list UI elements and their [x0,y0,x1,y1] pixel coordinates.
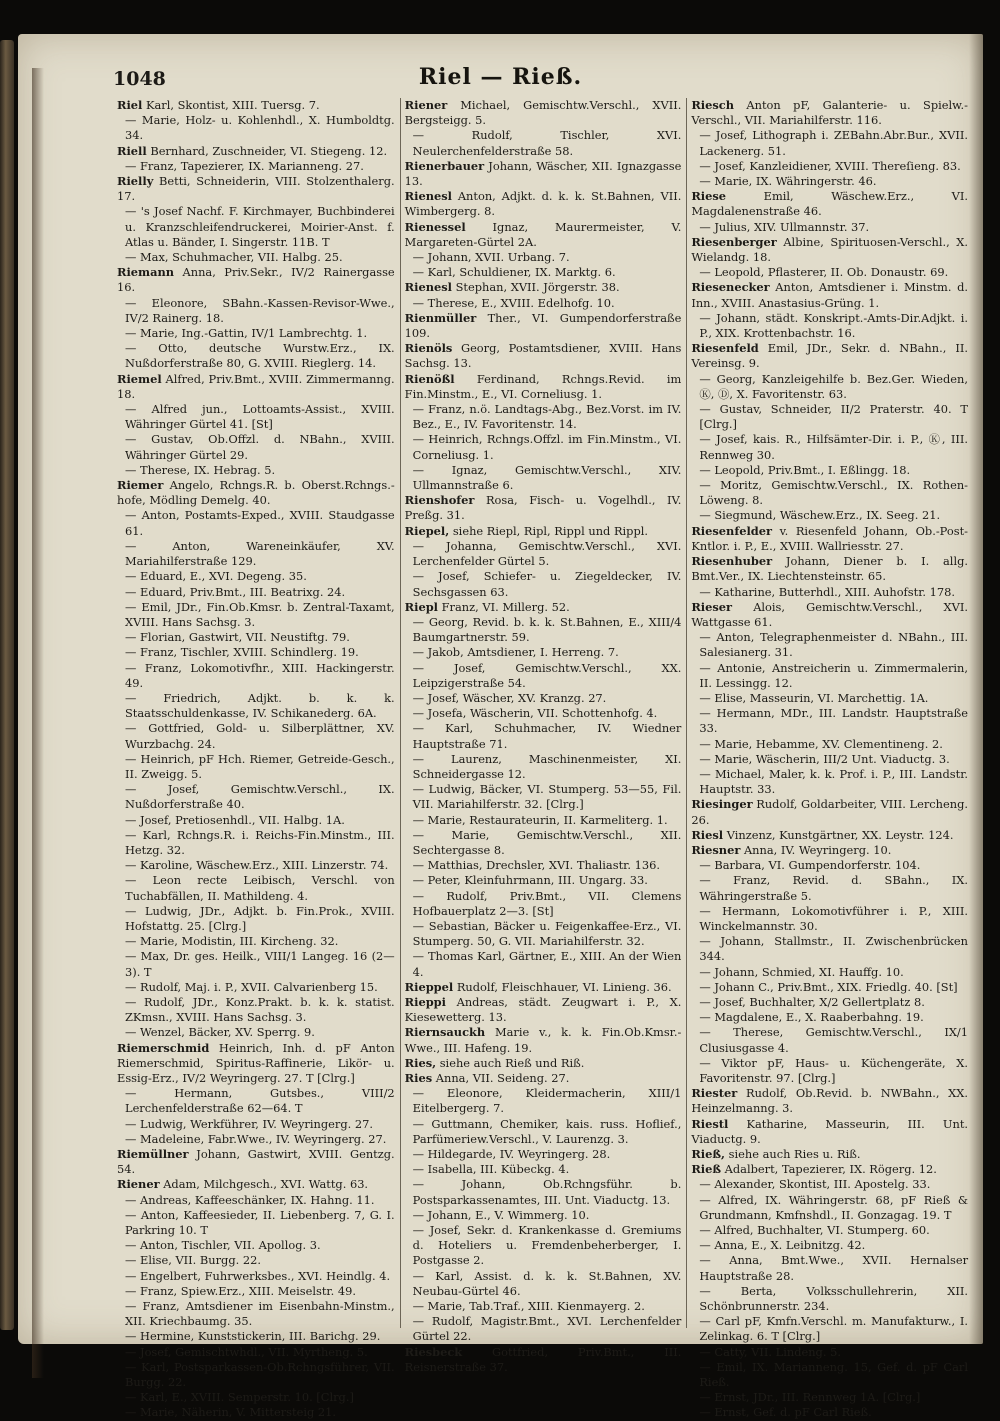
directory-entry: — Josef, Sekr. d. Krankenkasse d. Gremiums d. Hoteliers u. Fremdenbeherberger, I. Postgasse 2. [412,1223,682,1268]
surname: Riemer [117,478,164,493]
surname: Rieß [691,1162,722,1177]
directory-entry: — Johann, XVII. Urbang. 7. [412,250,570,265]
directory-entry: — Johann, Schmied, XI. Hauffg. 10. [699,964,904,979]
directory-entry: — Hermann, Gutsbes., VIII/2 Lerchenfelderstraße 62—64. T [125,1086,395,1116]
directory-entry: — Madeleine, Fabr.Wwe., IV. Weyringerg. 27. [125,1131,387,1146]
directory-entry: Riese Emil, Wäschew.Erz., VI. Magdalenenstraße 46. [691,189,969,219]
page-gutter-shadow [32,68,44,1378]
directory-entry: — Johann, E., V. Wimmerg. 10. [412,1207,590,1222]
book-edge [0,40,14,1330]
directory-entry: — Marie, Hebamme, XV. Clementineng. 2. [699,736,943,751]
directory-entry: — Josef, Gemischtwhdl., VII. Myrtheng. 5. [125,1344,368,1359]
surname: Riener [404,98,448,112]
directory-entry: — Rudolf, Magistr.Bmt., XVI. Lerchenfelder Gürtel 22. [412,1314,682,1344]
directory-entry: — Peter, Kleinfuhrmann, III. Ungarg. 33. [412,873,648,888]
directory-entry: — Franz, Spiew.Erz., XIII. Meiselstr. 49. [125,1283,356,1298]
directory-entry: — Laurenz, Maschinenmeister, XI. Schneidergasse 12. [412,751,682,781]
directory-entry: Rienesl Anton, Adjkt. d. k. k. St.Bahnen, VII. Wimbergerg. 8. [404,189,682,219]
directory-entry: — Siegmund, Wäschew.Erz., IX. Seeg. 21. [699,508,941,523]
directory-entry: — Alfred jun., Lottoamts-Assist., XVIII. Währinger Gürtel 41. [St] [125,402,395,432]
surname: Rienößl [404,371,455,386]
surname: Rienmüller [404,310,477,325]
directory-entry: — Anton, Kaffeesieder, II. Liebenberg. 7, G. I. Parkring 10. T [125,1207,395,1238]
column-2 [400,98,687,1374]
surname: Rienesl [404,189,452,204]
directory-entry: — Anna, Bmt.Wwe., XVII. Hernalser Hauptstraße 28. [699,1253,969,1283]
surname: Rieß, [691,1147,726,1162]
surname: Riepel, [404,523,450,538]
directory-entry: — Franz, Amtsdiener im Eisenbahn-Minstm., XII. Kriechbaumg. 35. [125,1299,395,1329]
surname: Riesch [691,98,735,112]
directory-page [18,34,983,1420]
directory-entry: — Eduard, Priv.Bmt., III. Beatrixg. 24. [125,584,346,599]
directory-entry: — Anna, E., X. Leibnitzg. 42. [699,1238,866,1253]
directory-entry: Riemel Alfred, Priv.Bmt., XVIII. Zimmermanng. 18. [117,371,395,401]
directory-columns [113,98,973,1420]
directory-entry: Riepl Franz, VI. Millerg. 52. [404,599,570,614]
directory-entry: — Hermann, MDr., III. Landstr. Hauptstraße 33. [699,706,969,736]
surname: Riesenberger [691,234,777,249]
directory-entry: — Marie, IX. Währingerstr. 46. [699,174,877,189]
directory-entry: Riener Michael, Gemischtw.Verschl., XVII. Bergsteigg. 5. [404,98,682,128]
directory-entry: — Friedrich, Adjkt. b. k. k. Staatsschuldenkasse, IV. Schikanederg. 6A. [125,690,395,721]
directory-entry: Riemerschmid Heinrich, Inh. d. pF Anton Riemerschmid, Spiritus-Raffinerie, Likör- u. Essig-Erz., IV/2 Weyringerg. 27. T [Clrg.] [117,1040,395,1085]
directory-entry: — Franz, Tischler, XVIII. Schindlerg. 19. [125,645,359,660]
directory-entry: — Catty, VII. Lindeng. 5. [699,1344,841,1359]
directory-entry: — Josef, Wäscher, XV. Kranzg. 27. [412,690,607,705]
surname: Riepl [404,599,439,614]
directory-entry: Rieß Adalbert, Tapezierer, IX. Rögerg. 12. [691,1162,937,1177]
directory-entry: — Karl, E., XVIII. Semperstr. 10. [Clrg.] [125,1390,354,1405]
directory-entry: — Rudolf, JDr., Konz.Prakt. b. k. k. statist. ZKmsn., XVIII. Hans Sachsg. 3. [125,994,395,1025]
directory-entry: — Isabella, III. Kübeckg. 4. [412,1162,570,1177]
surname: Riesbeck [404,1344,463,1359]
running-head: Riel — Rieß. [418,64,583,90]
directory-entry: — Anton, Postamts-Exped., XVIII. Staudgasse 61. [125,508,395,538]
directory-entry: — Therese, Gemischtw.Verschl., IX/1 Clusiusgasse 4. [699,1025,969,1055]
directory-entry: — Elise, Masseurin, VI. Marchettig. 1A. [699,690,929,705]
directory-entry: — Ludwig, Bäcker, VI. Stumperg. 53—55, Fil. VII. Mariahilferstr. 32. [Clrg.] [412,782,682,812]
directory-entry: — Josef, Schiefer- u. Ziegeldecker, IV. Sechsgassen 63. [412,569,682,599]
directory-entry: Riesch Anton pF, Galanterie- u. Spielw.-Verschl., VII. Mariahilferstr. 116. [691,98,969,128]
directory-entry: — Johann, Stallmstr., II. Zwischenbrücken 344. [699,934,969,964]
directory-entry: — Johann, Ob.Rchngsführ. b. Postsparkassenamtes, III. Unt. Viaductg. 13. [412,1177,682,1207]
directory-entry: Ries, siehe auch Rieß und Riß. [404,1055,585,1070]
directory-entry: Riener Adam, Milchgesch., XVI. Wattg. 63. [117,1177,369,1192]
directory-entry: — Alexander, Skontist, III. Apostelg. 33. [699,1177,931,1192]
directory-entry: — Gustav, Schneider, II/2 Praterstr. 40. T [Clrg.] [699,402,969,432]
directory-entry: Rieß, siehe auch Ries u. Riß. [691,1147,861,1162]
directory-entry: — Moritz, Gemischtw.Verschl., IX. Rothen-Löweng. 8. [699,478,969,508]
directory-entry: — Otto, deutsche Wurstw.Erz., IX. Nußdorferstraße 80, G. XVIII. Rieglerg. 14. [125,341,395,371]
surname: Ries, [404,1055,437,1070]
directory-entry: Riestl Katharine, Masseurin, III. Unt. Viaductg. 9. [691,1116,969,1146]
directory-entry: Riesbeck Gottfried, Priv.Bmt., III. Reisnerstraße 37. [404,1344,682,1374]
directory-entry: — Heinrich, pF Hch. Riemer, Getreide-Gesch., II. Zweigg. 5. [125,751,395,781]
directory-entry: — Emil, IX. Marianneng. 15, Gef. d. pF Carl Rieß. [699,1359,969,1390]
directory-entry: — Julius, XIV. Ullmannstr. 37. [699,219,870,234]
directory-entry: — Josef, Pretiosenhdl., VII. Halbg. 1A. [125,812,345,827]
directory-entry: — Marie, Gemischtw.Verschl., XII. Sechtergasse 8. [412,827,682,857]
directory-entry: — Anton, Tischler, VII. Apollog. 3. [125,1238,321,1253]
directory-entry: — Karl, Schuldiener, IX. Marktg. 6. [412,265,616,280]
directory-entry: — Therese, E., XVIII. Edelhofg. 10. [412,295,615,310]
directory-entry: — Sebastian, Bäcker u. Feigenkaffee-Erz., VI. Stumperg. 50, G. VII. Mariahilferstr. 32. [412,918,682,949]
directory-entry: — Alfred, IX. Währingerstr. 68, pF Rieß & Grundmann, Kmfnshdl., II. Gonzagag. 19. T [699,1192,969,1222]
directory-entry: — Eleonore, SBahn.-Kassen-Revisor-Wwe., IV/2 Rainerg. 18. [125,295,395,325]
directory-entry: — Emil, JDr., Fin.Ob.Kmsr. b. Zentral-Taxamt, XVIII. Hans Sachsg. 3. [125,599,395,629]
directory-entry: Riell Bernhard, Zuschneider, VI. Stiegeng. 12. [117,143,388,158]
column-3 [686,98,973,1420]
directory-entry: — Florian, Gastwirt, VII. Neustiftg. 79. [125,630,350,645]
surname: Rienesl [404,280,452,295]
directory-entry: — Rudolf, Priv.Bmt., VII. Clemens Hofbauerplatz 2—3. [St] [412,888,682,918]
directory-entry: — Anton, Wareneinkäufer, XV. Mariahilferstraße 129. [125,538,395,569]
directory-entry: Riel Karl, Skontist, XIII. Tuersg. 7. [117,98,320,112]
directory-entry: — Michael, Maler, k. k. Prof. i. P., III. Landstr. Hauptstr. 33. [699,766,969,797]
directory-entry: — Franz, Revid. d. SBahn., IX. Währingerstraße 5. [699,873,969,903]
directory-entry: — Josef, Buchhalter, X/2 Gellertplatz 8. [699,994,925,1009]
surname: Riernsauckh [404,1025,486,1040]
directory-entry: — Gustav, Ob.Offzl. d. NBahn., XVIII. Währinger Gürtel 29. [125,432,395,462]
directory-entry: — Engelbert, Fuhrwerksbes., XVI. Heindlg. 4. [125,1268,391,1283]
directory-entry: — Guttmann, Chemiker, kais. russ. Hoflief., Parfümeriew.Verschl., V. Laurenzg. 3. [412,1116,682,1146]
surname: Riesenfelder [691,523,773,538]
directory-entry: Riesenberger Albine, Spirituosen-Verschl., X. Wielandg. 18. [691,234,969,265]
directory-entry: Riesl Vinzenz, Kunstgärtner, XX. Leystr. 124. [691,827,954,842]
directory-entry: — Karl, Rchngs.R. i. Reichs-Fin.Minstm., III. Hetzg. 32. [125,827,395,857]
surname: Riel [117,98,143,112]
directory-entry: — Josef, kais. R., Hilfsämter-Dir. i. P., Ⓚ, III. Rennweg 30. [699,432,969,462]
directory-entry: — Matthias, Drechsler, XVI. Thaliastr. 136. [412,858,660,873]
directory-entry: — Berta, Volksschullehrerin, XII. Schönbrunnerstr. 234. [699,1283,969,1314]
directory-entry: — Max, Schuhmacher, VII. Halbg. 25. [125,250,343,265]
directory-entry: — Marie, Ing.-Gattin, IV/1 Lambrechtg. 1. [125,326,368,341]
page-number: 1048 [113,68,166,90]
directory-entry: — Marie, Tab.Traf., XIII. Kienmayerg. 2. [412,1299,645,1314]
directory-entry: — Anton, Telegraphenmeister d. NBahn., III. Salesianerg. 31. [699,630,969,660]
directory-entry: — Johann C., Priv.Bmt., XIX. Friedlg. 40. [St] [699,979,958,994]
directory-entry: — Gottfried, Gold- u. Silberplättner, XV. Wurzbachg. 24. [125,721,395,751]
directory-entry: — Marie, Näherin, V. Mittersteig 21. [125,1405,336,1420]
directory-entry: — Georg, Revid. b. k. k. St.Bahnen, E., XIII/4 Baumgartnerstr. 59. [412,614,682,645]
surname: Riesl [691,827,724,842]
directory-entry: — Ignaz, Gemischtw.Verschl., XIV. Ullmannstraße 6. [412,462,682,493]
directory-entry: — Leopold, Priv.Bmt., I. Eßlingg. 18. [699,462,911,477]
directory-entry: — Jakob, Amtsdiener, I. Herreng. 7. [412,645,619,660]
surname: Ries [404,1071,433,1085]
surname: Rienöls [404,341,453,356]
surname: Riemel [117,371,162,386]
directory-entry: — Franz, Tapezierer, IX. Marianneng. 27. [125,158,364,173]
surname: Rienessel [404,219,466,234]
directory-entry: — Marie, Wäscherin, III/2 Unt. Viaductg. 3. [699,751,950,766]
directory-entry: — Rudolf, Tischler, XVI. Neulerchenfelderstraße 58. [412,128,682,158]
directory-entry: Rielly Betti, Schneiderin, VIII. Stolzenthalerg. 17. [117,174,395,204]
directory-entry: Riemann Anna, Priv.Sekr., IV/2 Rainergasse 16. [117,265,395,295]
directory-entry: — Marie, Holz- u. Kohlenhdl., X. Humboldtg. 34. [125,113,395,143]
directory-entry: — Johann, städt. Konskript.-Amts-Dir.Adjkt. i. P., XIX. Krottenbachstr. 16. [699,310,969,341]
directory-entry: Riesner Anna, IV. Weyringerg. 10. [691,842,892,857]
directory-entry: — Viktor pF, Haus- u. Küchengeräte, X. Favoritenstr. 97. [Clrg.] [699,1055,969,1085]
directory-entry: Rienessel Ignaz, Maurermeister, V. Margareten-Gürtel 2A. [404,219,682,249]
directory-entry: — Rudolf, Maj. i. P., XVII. Calvarienberg 15. [125,979,378,994]
directory-entry: — Carl pF, Kmfn.Verschl. m. Manufakturw., I. Zelinkag. 6. T [Clrg.] [699,1314,969,1344]
directory-entry: Riesenecker Anton, Amtsdiener i. Minstm. d. Inn., XVIII. Anastasius-Grüng. 1. [691,280,969,310]
surname: Riener [117,1177,160,1192]
directory-entry: — Franz, n.ö. Landtags-Abg., Bez.Vorst. im IV. Bez., E., IV. Favoritenstr. 14. [412,402,682,432]
surname: Riesenhuber [691,554,773,569]
surname: Riemann [117,265,175,280]
surname: Rieppi [404,994,446,1009]
directory-entry: Rienerbauer Johann, Wäscher, XII. Ignazgasse 13. [404,158,682,189]
directory-entry: Riesenhuber Johann, Diener b. I. allg. Bmt.Ver., IX. Liechtensteinstr. 65. [691,554,969,584]
directory-entry: — Hildegarde, IV. Weyringerg. 28. [412,1147,611,1162]
directory-entry: — Leopold, Pflasterer, II. Ob. Donaustr. 69. [699,265,949,280]
directory-entry: Rieser Alois, Gemischtw.Verschl., XVI. Wattgasse 61. [691,599,969,629]
surname: Rienerbauer [404,158,485,173]
directory-entry: Riemer Angelo, Rchngs.R. b. Oberst.Rchngs.-hofe, Mödling Demelg. 40. [117,478,395,508]
directory-entry: — Max, Dr. ges. Heilk., VIII/1 Langeg. 16 (2—3). T [125,949,395,979]
directory-entry: — Ernst, JDr., III. Rennweg 1A. [Clrg.] [699,1390,921,1405]
surname: Rieser [691,599,733,614]
directory-entry: — Ernst, Gef. d. pF Carl Rieß. [699,1405,872,1420]
directory-entry: — Therese, IX. Hebrag. 5. [125,462,276,477]
directory-entry: — Karoline, Wäschew.Erz., XIII. Linzerstr. 74. [125,858,389,873]
directory-entry: — Magdalene, E., X. Raaberbahng. 19. [699,1010,924,1025]
directory-entry: — Georg, Kanzleigehilfe b. Bez.Ger. Wieden, Ⓚ, Ⓓ, X. Favoritenstr. 63. [699,371,969,401]
directory-entry: Riester Rudolf, Ob.Revid. b. NWBahn., XX. Heinzelmanng. 3. [691,1086,969,1116]
directory-entry: — Heinrich, Rchngs.Offzl. im Fin.Minstm., VI. Corneliusg. 1. [412,432,682,462]
directory-entry: — Josef, Gemischtw.Verschl., XX. Leipzigerstraße 54. [412,660,682,690]
directory-entry: — Barbara, VI. Gumpendorferstr. 104. [699,858,921,873]
surname: Riesenfeld [691,341,759,356]
surname: Riemüllner [117,1147,189,1162]
directory-entry: — Hermine, Kunststickerin, III. Barichg. 29. [125,1329,381,1344]
surname: Riesinger [691,797,753,812]
directory-entry: — Karl, Assist. d. k. k. St.Bahnen, XV. Neubau-Gürtel 46. [412,1268,682,1298]
directory-entry: — Elise, VII. Burgg. 22. [125,1253,261,1268]
directory-entry: — Ludwig, JDr., Adjkt. b. Fin.Prok., XVIII. Hofstattg. 25. [Clrg.] [125,903,395,933]
directory-entry: Rienößl Ferdinand, Rchngs.Revid. im Fin.Minstm., E., VI. Corneliusg. 1. [404,371,682,401]
directory-entry: Riesinger Rudolf, Goldarbeiter, VIII. Lercheng. 26. [691,797,969,827]
surname: Rieppel [404,979,454,994]
directory-entry: Rienesl Stephan, XVII. Jörgerstr. 38. [404,280,620,295]
directory-entry: Riernsauckh Marie v., k. k. Fin.Ob.Kmsr.-Wwe., III. Hafeng. 19. [404,1025,682,1055]
directory-entry: — Marie, Modistin, III. Kircheng. 32. [125,934,339,949]
surname: Riesenecker [691,280,770,295]
directory-entry: — Josef, Gemischtw.Verschl., IX. Nußdorferstraße 40. [125,782,395,812]
directory-entry: Rienöls Georg, Postamtsdiener, XVIII. Hans Sachsg. 13. [404,341,682,371]
directory-entry: Riemüllner Johann, Gastwirt, XVIII. Gentzg. 54. [117,1147,395,1177]
directory-entry: — Alfred, Buchhalter, VI. Stumperg. 60. [699,1223,930,1238]
column-1 [113,98,400,1420]
surname: Riemerschmid [117,1040,210,1055]
directory-entry: — Hermann, Lokomotivführer i. P., XIII. Winckelmannstr. 30. [699,903,969,933]
directory-entry: — Johanna, Gemischtw.Verschl., XVI. Lerchenfelder Gürtel 5. [412,538,682,569]
directory-entry: Riesenfeld Emil, JDr., Sekr. d. NBahn., II. Vereinsg. 9. [691,341,969,371]
directory-entry: Rieppi Andreas, städt. Zeugwart i. P., X. Kiesewetterg. 13. [404,994,682,1025]
directory-entry: — Wenzel, Bäcker, XV. Sperrg. 9. [125,1025,315,1040]
directory-entry: — Eduard, E., XVI. Degeng. 35. [125,569,307,584]
directory-entry: — Josef, Lithograph i. ZEBahn.Abr.Bur., XVII. Lackenerg. 51. [699,128,969,158]
directory-entry: — Eleonore, Kleidermacherin, XIII/1 Eitelbergerg. 7. [412,1086,682,1116]
directory-entry: Rienshofer Rosa, Fisch- u. Vogelhdl., IV. Preßg. 31. [404,493,682,523]
directory-entry: — Andreas, Kaffeeschänker, IX. Hahng. 11. [125,1192,375,1207]
directory-entry: Rieppel Rudolf, Fleischhauer, VI. Linieng. 36. [404,979,672,994]
surname: Riesner [691,842,741,857]
directory-entry: — Marie, Restaurateurin, II. Karmeliterg. 1. [412,812,668,827]
directory-entry: — Karl, Schuhmacher, IV. Wiedner Hauptstraße 71. [412,721,682,751]
directory-entry: Riepel, siehe Riepl, Ripl, Rippl und Rippl. [404,523,649,538]
directory-entry: — 's Josef Nachf. F. Kirchmayer, Buchbinderei u. Kranzschleifendruckerei, Moirier-Anst. f. Atlas u. Bänder, I. Singerstr. 11B. T [125,204,395,249]
directory-entry: Ries Anna, VII. Seideng. 27. [404,1071,570,1085]
directory-entry: — Leon recte Leibisch, Verschl. von Tuchabfällen, II. Mathildeng. 4. [125,873,395,903]
directory-entry: — Josefa, Wäscherin, VII. Schottenhofg. 4. [412,706,658,721]
surname: Rienshofer [404,493,475,508]
directory-entry: Rienmüller Ther., VI. Gumpendorferstraße 109. [404,310,682,341]
directory-entry: — Josef, Kanzleidiener, XVIII. Thereſieng. 83. [699,158,961,173]
directory-entry: — Katharine, Butterhdl., XIII. Auhofstr. 178. [699,584,955,599]
directory-entry: Riesenfelder v. Riesenfeld Johann, Ob.-Post-Kntlor. i. P., E., XVIII. Wallriesstr. 27. [691,523,969,553]
surname: Riese [691,189,727,204]
directory-entry: — Franz, Lokomotivfhr., XIII. Hackingerstr. 49. [125,660,395,690]
directory-entry: — Thomas Karl, Gärtner, E., XIII. An der Wien 4. [412,949,682,979]
directory-entry: — Karl, Postsparkassen-Ob.Rchngsführer, VII. Burgg. 22. [125,1359,395,1390]
directory-entry: — Antonie, Anstreicherin u. Zimmermalerin, II. Lessingg. 12. [699,660,969,690]
surname: Riester [691,1086,738,1101]
surname: Rielly [117,174,154,189]
surname: Riell [117,143,147,158]
surname: Riestl [691,1116,729,1131]
directory-entry: — Ludwig, Werkführer, IV. Weyringerg. 27. [125,1116,373,1131]
